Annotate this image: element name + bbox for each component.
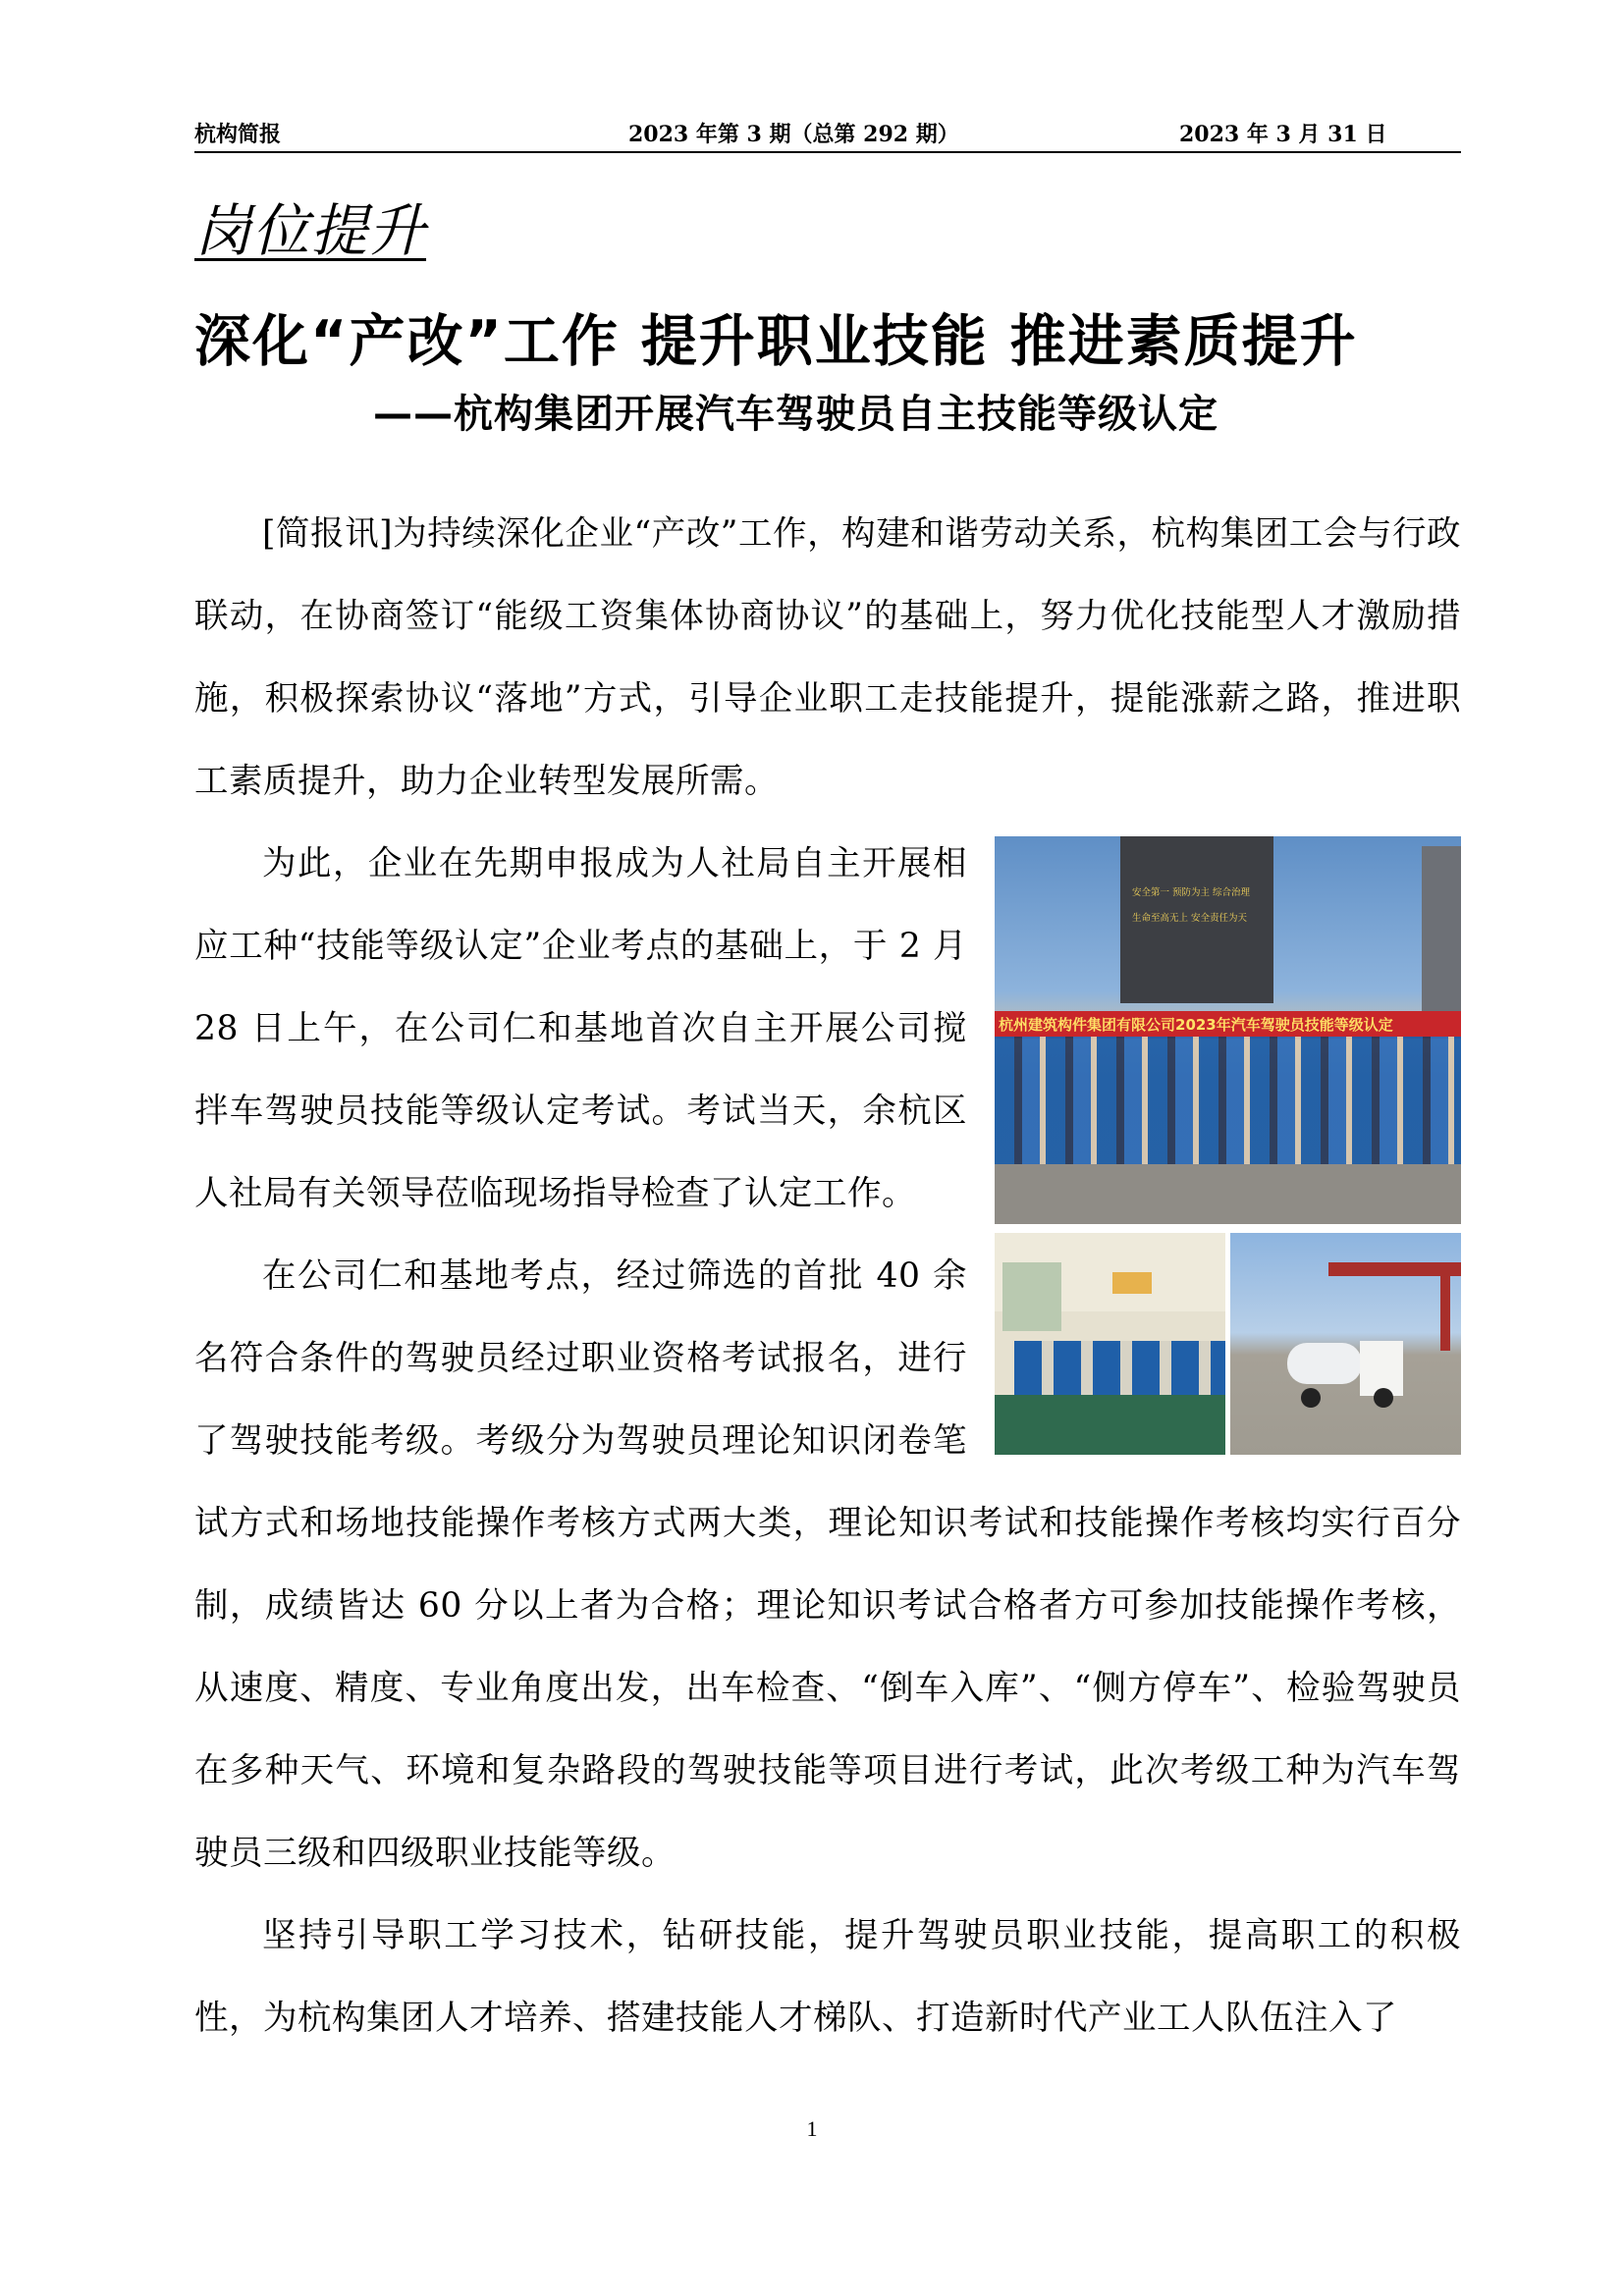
paragraph-1: [简报讯]为持续深化企业“产改”工作，构建和谐劳动关系，杭构集团工会与行政联动，在协商签订“能级工资集体协商协议”的基础上，努力优化技能型人才激励措施，积极探索协议“落地”方式，引导企业职工走技能提升，提能涨薪之路，推进职工素质提升，助力企业转型发展所需。 [194, 514, 1461, 801]
mixer-truck-photo [1230, 1233, 1461, 1455]
side-building [1422, 846, 1461, 1013]
exam-room-photo [995, 1233, 1225, 1455]
paragraph-2: 为此，企业在先期申报成为人社局自主开展相应工种“技能等级认定”企业考点的基础上，于 2 月 28 日上午，在公司仁和基地首次自主开展公司搅拌车驾驶员技能等级认定考试。考试当天，余杭区人社局有关领导莅临现场指导检查了认定工作。 [194, 844, 967, 1213]
header-date: 2023 年 3 月 31 日 [1179, 122, 1387, 147]
window [1002, 1262, 1061, 1331]
header-issue: 2023 年第 3 期（总第 292 期） [628, 122, 959, 147]
header-publication: 杭构简报 [194, 122, 282, 147]
page-number: 1 [806, 2116, 818, 2141]
red-banner: 杭州建筑构件集团有限公司2023年汽车驾驶员技能等级认定 [995, 1011, 1461, 1039]
ground [995, 1164, 1461, 1224]
examinees [1014, 1341, 1225, 1400]
truck-wheel [1374, 1388, 1393, 1408]
headline: 深化“产改”工作 提升职业技能 推进素质提升 [194, 309, 1358, 374]
crane-post [1440, 1262, 1450, 1351]
exam-table [995, 1395, 1225, 1455]
truck-wheel [1301, 1388, 1321, 1408]
subheadline: ——杭构集团开展汽车驾驶员自主技能等级认定 [373, 392, 1218, 437]
wall-sign [1112, 1272, 1152, 1294]
tower-slogan-1: 安全第一 预防为主 综合治理 [1132, 887, 1251, 898]
mixer-drum [1287, 1343, 1362, 1384]
section-title: 岗位提升 [194, 197, 427, 264]
paragraph-3: 在公司仁和基地考点，经过筛选的首批 40 余名符合条件的驾驶员经过职业资格考试报名，进行了驾驶技能考级。考级分为驾驶员理论知识闭卷笔试方式和场地技能操作考核方式两大类，理论知识考试和技能操作考核均实行百分制，成绩皆达 60 分以上者为合格；理论知识考试合格者方可参加技能操作考核，从速度、精度、专业角度出发，出车检查、“倒车入库”、“侧方停车”、检验驾驶员在多种天气、环境和复杂路段的驾驶技能等项目进行考试，此次考级工种为汽车驾驶员三级和四级职业技能等级。 [194, 1256, 1461, 1873]
group-photo [995, 836, 1461, 1224]
paragraph-4: 坚持引导职工学习技术，钻研技能，提升驾驶员职业技能，提高职工的积极性，为杭构集团人才培养、搭建技能人才梯队、打造新时代产业工人队伍注入了 [194, 1916, 1461, 2038]
page-header [194, 116, 1461, 153]
article-body [194, 493, 1461, 2059]
photo-collage [995, 836, 1461, 1455]
drivers-group [995, 1037, 1461, 1164]
tower-slogans [1132, 881, 1260, 932]
tower-slogan-2: 生命至高无上 安全责任为天 [1132, 913, 1248, 924]
